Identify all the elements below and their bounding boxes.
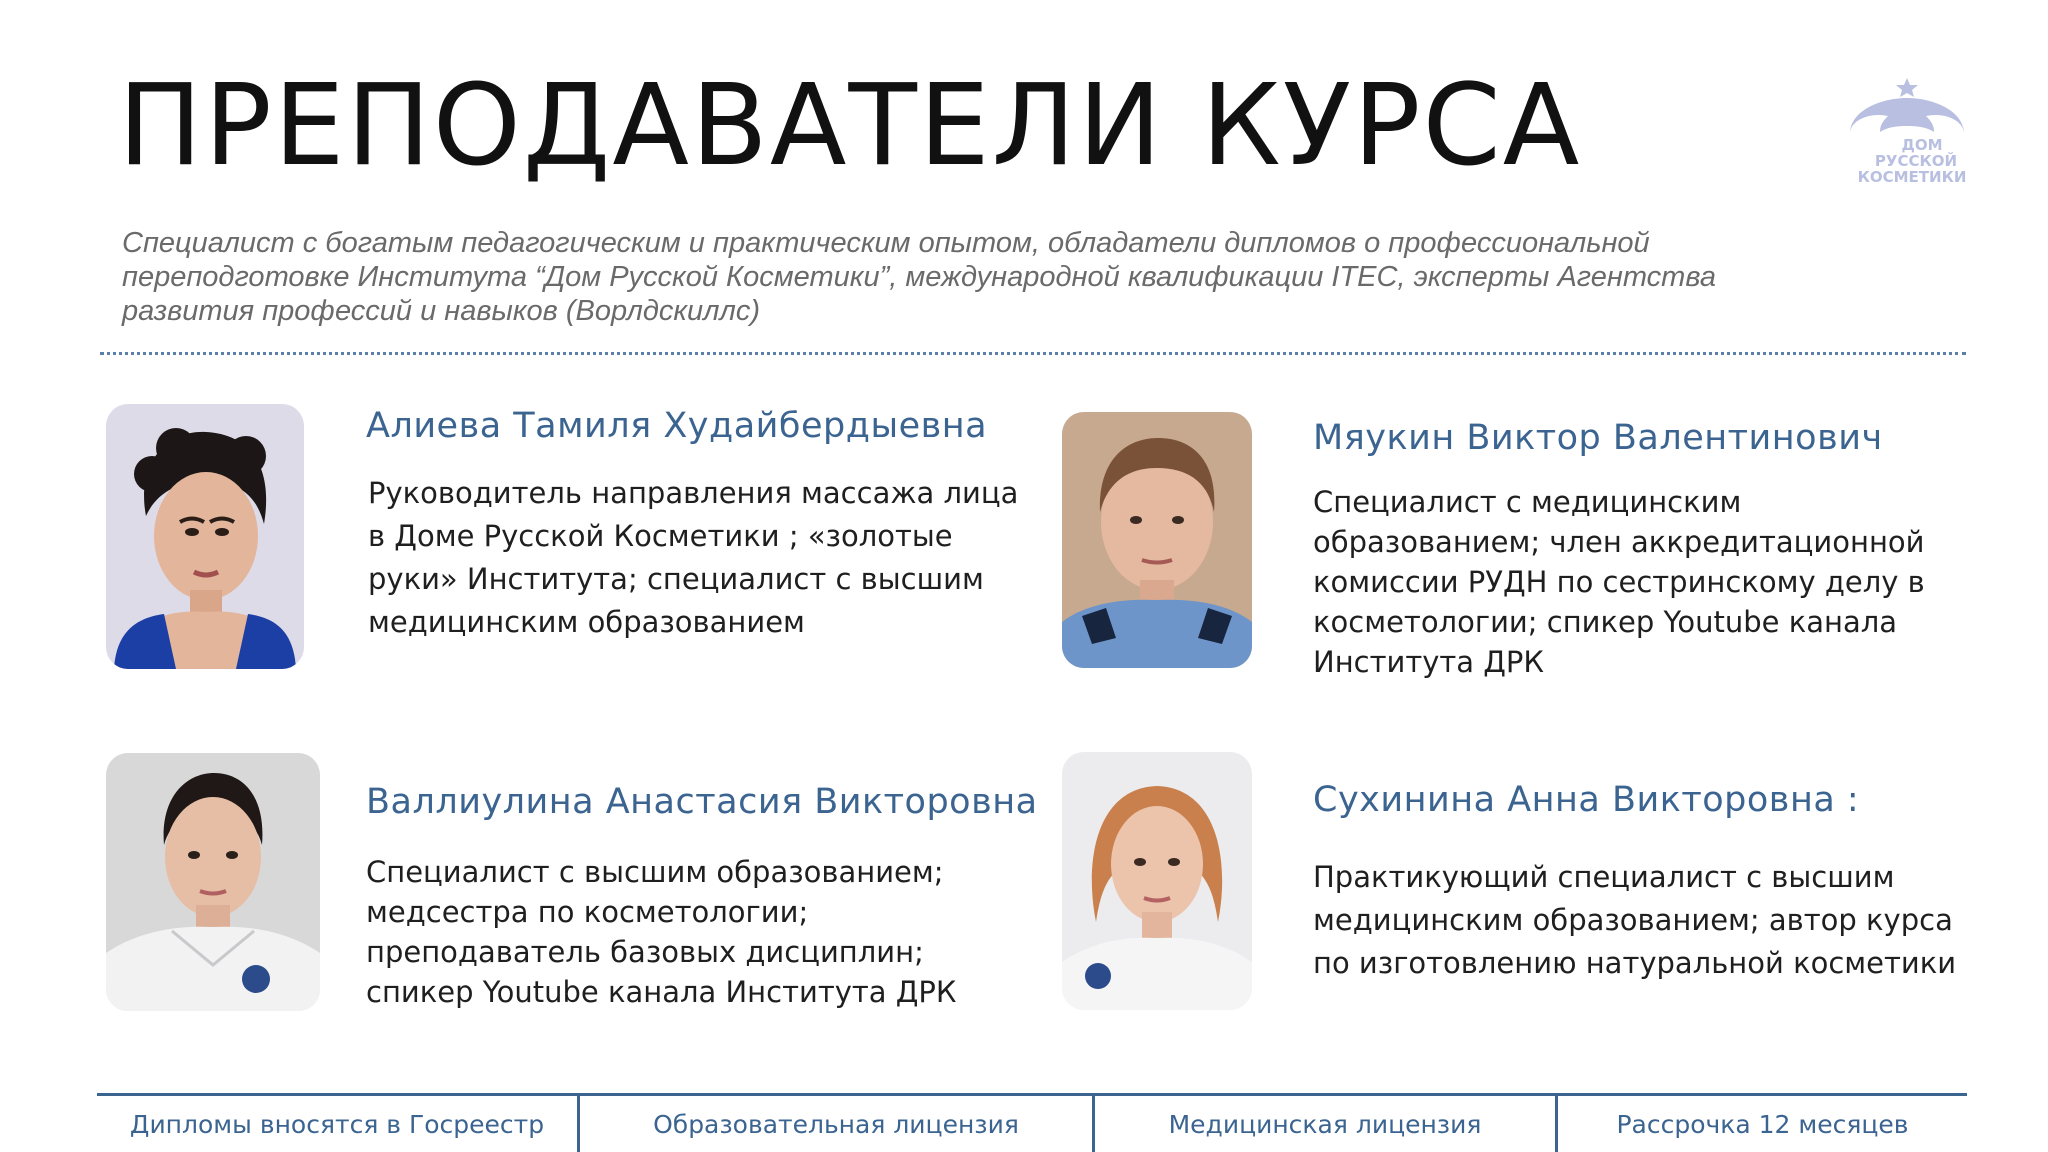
footer-bar [97,1096,1967,1152]
description-line: комиссии РУДН по сестринскому делу в [1313,565,1925,599]
description-line: спикер Youtube канала Института ДРК [366,975,957,1009]
logo-line-1: ДОМ [1901,136,1943,154]
logo-line-3: КОСМЕТИКИ [1857,168,1967,186]
description-line: медицинским образованием [368,605,805,639]
teacher-name: Алиева Тамиля Худайбердыевна [366,406,988,446]
description-line: преподаватель базовых дисциплин; [366,935,924,969]
teacher-photo-aliyeva [106,404,304,669]
brand-logo [1832,76,1982,196]
description-line: руки» Института; специалист с высшим [368,562,984,596]
footer-item-installment: Рассрочка 12 месяцев [1555,1096,1967,1152]
teacher-name: Валлиулина Анастасия Викторовна [366,782,1038,822]
teacher-photo-myaukin [1062,412,1252,668]
teacher-name: Мяукин Виктор Валентинович [1313,418,1883,458]
description-line: в Доме Русской Косметики ; «золотые [368,519,953,553]
intro-line: Специалист с богатым педагогическим и практическим опытом, обладатели дипломов о профессиональной [122,227,1650,259]
footer-item-education-license: Образовательная лицензия [577,1096,1092,1152]
description-line: косметологии; спикер Youtube канала [1313,605,1898,639]
teacher-description [1313,482,1925,682]
teacher-description [1313,856,1956,985]
teacher-name: Сухинина Анна Викторовна : [1313,780,1860,820]
footer-item-medical-license: Медицинская лицензия [1092,1096,1555,1152]
description-line: образованием; член аккредитационной [1313,525,1925,559]
intro-text [122,226,1842,328]
teacher-photo-sukhinina [1062,752,1252,1010]
dotted-divider [100,352,1966,355]
description-line: Специалист с медицинским [1313,485,1742,519]
description-line: Специалист с высшим образованием; [366,855,944,889]
teacher-photo-valliulina [106,753,320,1011]
description-line: по изготовлению натуральной косметики [1313,946,1957,980]
intro-line: развития профессий и навыков (Ворлдскиллс) [122,295,761,327]
teacher-description [368,472,1018,644]
page-title: ПРЕПОДАВАТЕЛИ КУРСА [118,61,1582,191]
footer-item-registry: Дипломы вносятся в Госреестр [129,1109,545,1139]
logo-line-2: РУССКОЙ [1874,152,1958,170]
description-line: медицинским образованием; автор курса [1313,903,1953,937]
description-line: Руководитель направления массажа лица [368,476,1019,510]
intro-line: переподготовке Института “Дом Русской Косметики”, международной квалификации ITEC, эксперты Агентства [122,261,1716,293]
description-line: Практикующий специалист с высшим [1313,860,1895,894]
description-line: Института ДРК [1313,645,1545,679]
teacher-description [366,852,957,1012]
description-line: медсестра по косметологии; [366,895,809,929]
